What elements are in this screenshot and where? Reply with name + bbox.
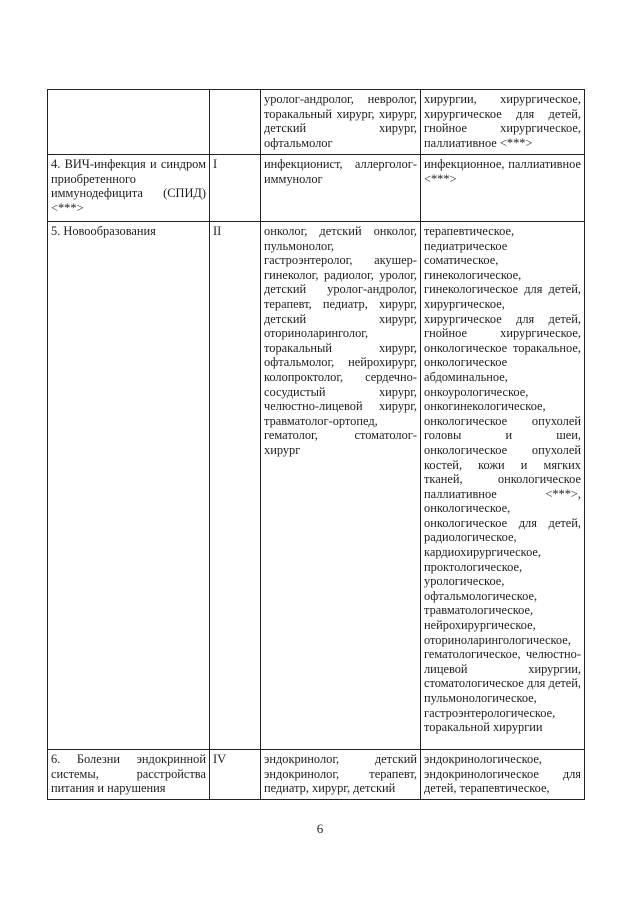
class-cell: I [210,155,261,222]
table-row [48,750,585,800]
disease-cell [48,90,210,155]
table-row [48,155,585,222]
diseases-table [47,89,585,800]
class-cell: IV [210,750,261,800]
profiles-cell: эндокринологическое, эндокринологическое для детей, терапевтическое, [421,750,585,800]
class-cell [210,90,261,155]
class-cell: II [210,222,261,750]
disease-cell: 4. ВИЧ-инфекция и синдром приобретенного иммунодефицита (СПИД) <***> [48,155,210,222]
table-row [48,222,585,750]
specialists-cell: эндокринолог, детский эндокринолог, терапевт, педиатр, хирург, детский [261,750,421,800]
disease-cell: 6. Болезни эндокринной системы, расстройства питания и нарушения [48,750,210,800]
profiles-cell: инфекционное, паллиативное <***> [421,155,585,222]
specialists-cell: онколог, детский онколог, пульмонолог, гастроэнтеролог, акушер-гинеколог, радиолог, уролог, детский уролог-андролог, терапевт, педиатр, хирург, детский хирург, оториноларинголог, торакальный хирург, офтальмолог, нейрохирург, колопроктолог, сердечно-сосудистый хирург, челюстно-лицевой хирург, травматолог-ортопед, гематолог, стоматолог-хирург [261,222,421,750]
profiles-cell: терапевтическое, педиатрическое соматическое, гинекологическое, гинекологическое для детей, хирургическое, хирургическое для детей, гнойное хирургическое, онкологическое торакальное, онкологическое абдоминальное, онкоурологическое, онкогинекологическое, онкологическое опухолей головы и шеи, онкологическое опухолей костей, кожи и мягких тканей, онкологическое паллиативное <***>, онкологическое, онкологическое для детей, радиологическое, кардиохирургическое, проктологическое, урологическое, офтальмологическое, травматологическое, нейрохирургическое, оториноларингологическое, гематологическое, челюстно-лицевой хирургии, стоматологическое для детей, пульмонологическое, гастроэнтерологическое, торакальной хирургии [421,222,585,750]
profiles-cell: хирургии, хирургическое, хирургическое для детей, гнойное хирургическое, паллиативное <***> [421,90,585,155]
table-row [48,90,585,155]
specialists-cell: уролог-андролог, невролог, торакальный хирург, хирург, детский хирург, офтальмолог [261,90,421,155]
specialists-cell: инфекционист, аллерголог-иммунолог [261,155,421,222]
page-number: 6 [316,821,324,836]
disease-cell: 5. Новообразования [48,222,210,750]
